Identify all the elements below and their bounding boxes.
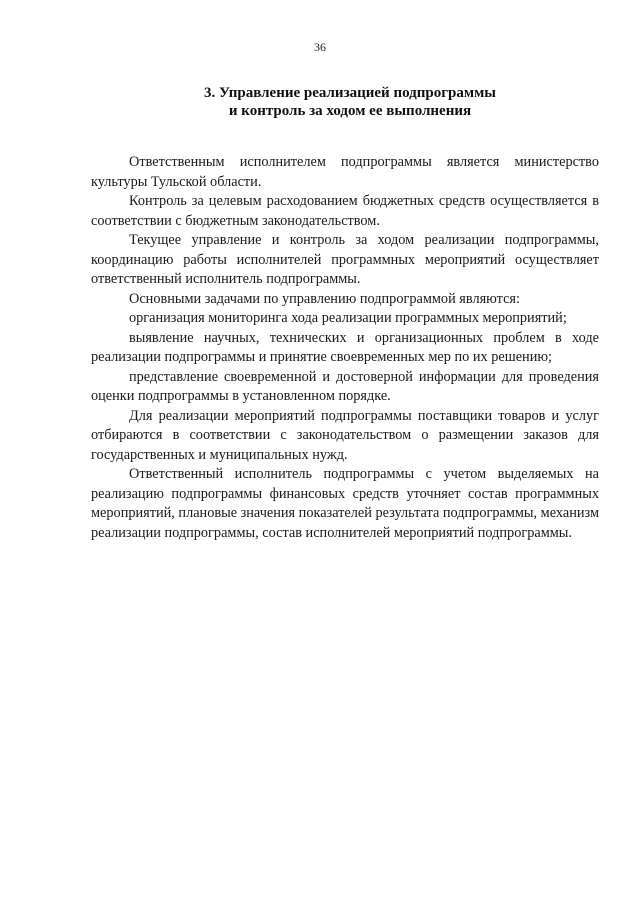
paragraph-funding-adjustment: Ответственный исполнитель подпрограммы с учетом выделяемых на реализацию подпрограммы финансовых средств уточняет состав программных мероприятий, плановые значения показателей результата подпрограммы, механизм реализации подпрограммы, состав исполнителей мероприятий подпрограммы. [91,466,599,541]
paragraph-suppliers: Для реализации мероприятий подпрограммы поставщики товаров и услуг отбираются в соответствии с законодательством о размещении заказов для государственных и муниципальных нужд. [91,407,599,463]
paragraph-current-management: Текущее управление и контроль за ходом реализации подпрограммы, координацию работы исполнителей программных мероприятий осуществляет ответственный исполнитель подпрограммы. [91,232,599,287]
section-heading [60,84,640,120]
paragraph-main-tasks: Основными задачами по управлению подпрограммой являются: [129,290,520,307]
body-text [91,153,599,543]
paragraph-task-problems: выявление научных, технических и организационных проблем в ходе реализации подпрограммы и принятие своевременных мер по их решению; [91,329,599,365]
paragraph-budget-control: Контроль за целевым расходованием бюджетных средств осуществляется в соответствии с бюджетным законодательством. [91,193,599,229]
paragraph-task-monitoring: организация мониторинга хода реализации программных мероприятий; [129,310,567,326]
paragraph-task-information: представление своевременной и достоверной информации для проведения оценки подпрограммы в установленном порядке. [91,368,599,404]
page-number: 36 [314,40,326,54]
paragraph-responsible-executor: Ответственным исполнителем подпрограммы является министерство культуры Тульской области. [91,154,599,190]
section-heading-line-2: и контроль за ходом ее выполнения [228,103,472,119]
section-heading-line-1: 3. Управление реализацией подпрограммы [203,85,497,101]
